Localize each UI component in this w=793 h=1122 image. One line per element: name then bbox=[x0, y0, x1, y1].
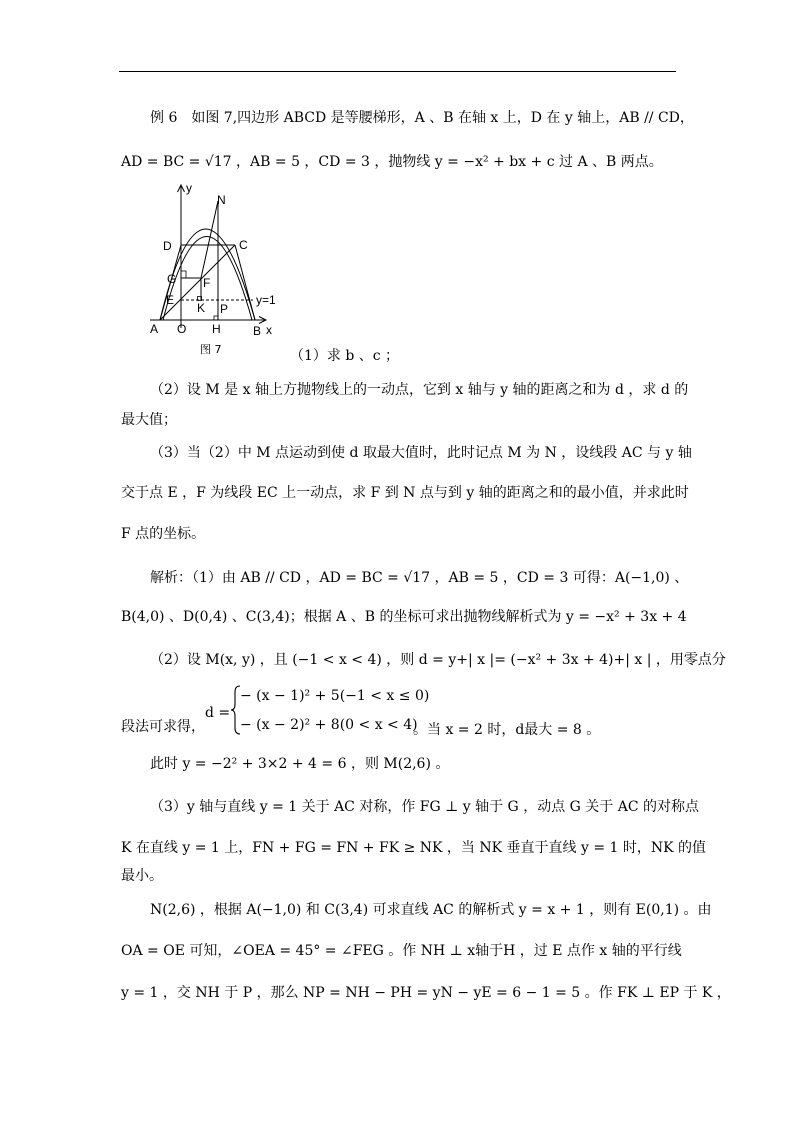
label-G: G bbox=[167, 272, 177, 286]
right-angle-G bbox=[181, 271, 186, 278]
question-3-line-2: 交于点 E ，F 为线段 EC 上一动点，求 F 到 N 点与到 y 轴的距离之和的最小值，并求此时 bbox=[121, 485, 689, 501]
solution-3-line-3: 最小。 bbox=[121, 868, 163, 884]
solution-3-line-2: K 在直线 y = 1 上，FN + FG = FN + FK ≥ NK ，当 NK 垂直于直线 y = 1 时，NK 的值 bbox=[121, 840, 707, 856]
solution-2-max: 。当 x = 2 时，d最大 = 8 。 bbox=[413, 722, 601, 738]
header-rule bbox=[119, 71, 676, 72]
label-C: C bbox=[239, 238, 248, 252]
label-x: x bbox=[266, 323, 272, 337]
solution-1-line-2: B(4,0) 、D(0,4) 、C(3,4)；根据 A 、B 的坐标可求出抛物线解析式为 y = −x² + 3x + 4 bbox=[121, 609, 687, 625]
question-2-line-2: 最大值； bbox=[121, 412, 177, 428]
label-D: D bbox=[163, 239, 172, 253]
question-3-line-3: F 点的坐标。 bbox=[121, 526, 206, 542]
figure-caption: 图 7 bbox=[200, 343, 222, 356]
piecewise-d-label: d = bbox=[205, 705, 231, 721]
figure-7 bbox=[148, 183, 288, 361]
label-P: P bbox=[220, 302, 229, 316]
right-angle-H bbox=[214, 316, 218, 320]
label-B: B bbox=[253, 324, 262, 338]
label-H: H bbox=[212, 322, 221, 336]
piecewise-case-2: − (x − 2)² + 8(0 < x < 4) bbox=[240, 717, 418, 733]
solution-3-line-1: （3）y 轴与直线 y = 1 关于 AC 对称，作 FG ⊥ y 轴于 G ，动点 G 关于 AC 的对称点 bbox=[150, 799, 699, 815]
question-2-line-1: （2）设 M 是 x 轴上方抛物线上的一动点，它到 x 轴与 y 轴的距离之和为 d ，求 d 的 bbox=[150, 382, 689, 398]
question-1: （1）求 b 、c ； bbox=[290, 348, 400, 364]
label-F: F bbox=[203, 276, 211, 290]
solution-1-line-1: 解析：（1）由 AB // CD ，AD = BC = √17 ，AB = 5 ，CD = 3 可得：A(−1,0) 、 bbox=[150, 570, 689, 586]
solution-2-line-1: （2）设 M(x, y) ，且 (−1 < x < 4) ，则 d = y+| x |= (−x² + 3x + 4)+| x | ，用零点分 bbox=[150, 652, 726, 668]
label-A: A bbox=[150, 322, 159, 336]
solution-3-line-6: y = 1 ，交 NH 于 P ，那么 NP = NH − PH = yN − yE = 6 − 1 = 5 。作 FK ⊥ EP 于 K ， bbox=[121, 985, 731, 1001]
solution-3-line-5: OA = OE 可知，∠OEA = 45° = ∠FEG 。作 NH ⊥ x轴于H ，过 E 点作 x 轴的平行线 bbox=[121, 943, 682, 959]
segment-CB bbox=[235, 245, 255, 320]
solution-3-line-4: N(2,6) ，根据 A(−1,0) 和 C(3,4) 可求直线 AC 的解析式 y = x + 1 ，则有 E(0,1) 。由 bbox=[150, 902, 712, 918]
label-K: K bbox=[197, 301, 206, 315]
label-y-equals-1: y=1 bbox=[256, 293, 276, 307]
problem-line-2: AD = BC = √17 ，AB = 5 ，CD = 3 ，抛物线 y = −x² + bx + c 过 A 、B 两点。 bbox=[121, 154, 663, 170]
label-N: N bbox=[217, 193, 226, 207]
solution-2-line-3: 此时 y = −2² + 3×2 + 4 = 6 ，则 M(2,6) 。 bbox=[150, 756, 450, 772]
label-E: E bbox=[166, 293, 175, 307]
question-3-line-1: （3）当（2）中 M 点运动到使 d 取最大值时，此时记点 M 为 N ，设线段 AC 与 y 轴 bbox=[150, 445, 692, 461]
label-y: y bbox=[186, 183, 192, 195]
solution-2-lead-text: 段法可求得， bbox=[121, 719, 205, 735]
piecewise-case-1: − (x − 1)² + 5(−1 < x ≤ 0) bbox=[240, 688, 430, 704]
label-O: O bbox=[177, 322, 187, 336]
problem-line-1: 例 6 如图 7,四边形 ABCD 是等腰梯形，A 、B 在轴 x 上，D 在 y 轴上，AB // CD， bbox=[150, 110, 694, 126]
